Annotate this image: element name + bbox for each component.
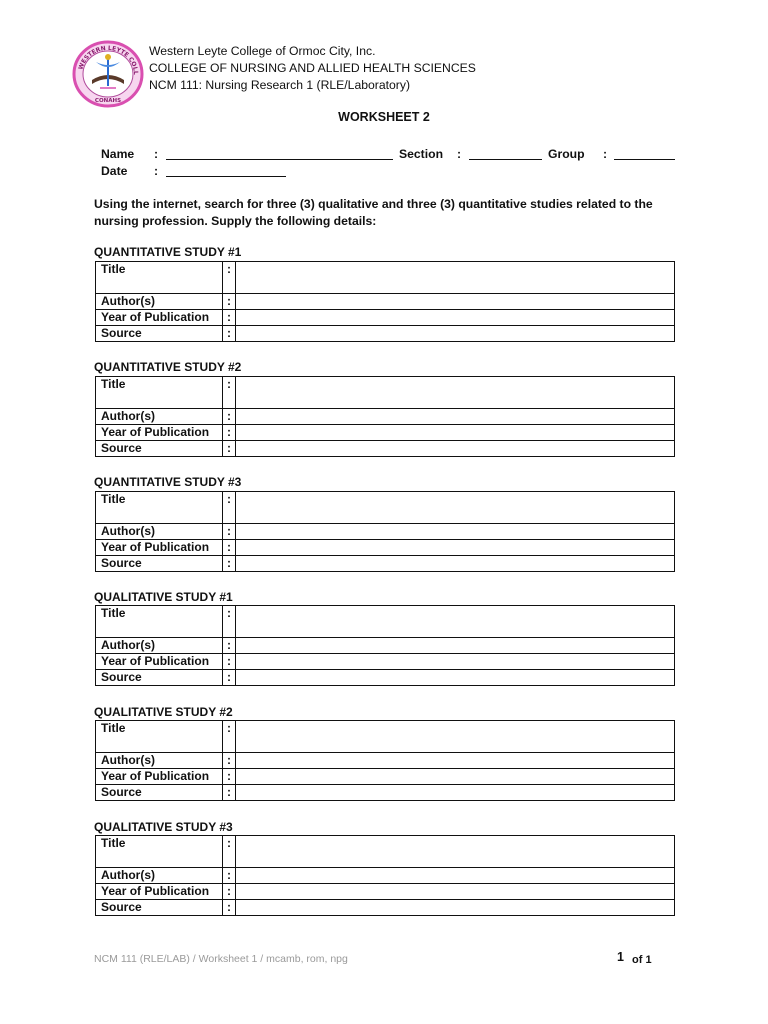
study-heading: QUANTITATIVE STUDY #1 xyxy=(94,245,242,259)
title-label: Title xyxy=(96,262,223,294)
year-label: Year of Publication xyxy=(96,540,223,556)
college-logo xyxy=(72,40,144,108)
title-label: Title xyxy=(96,836,223,868)
title-row xyxy=(96,721,675,753)
section-colon: : xyxy=(457,147,462,161)
source-answer-field[interactable] xyxy=(236,670,675,686)
authors-row xyxy=(96,409,675,425)
source-label: Source xyxy=(96,900,223,916)
title-answer-field[interactable] xyxy=(236,721,675,753)
authors-label: Author(s) xyxy=(96,868,223,884)
source-answer-field[interactable] xyxy=(236,556,675,572)
title-label: Title xyxy=(96,606,223,638)
authors-label: Author(s) xyxy=(96,524,223,540)
source-label: Source xyxy=(96,441,223,457)
colon: : xyxy=(223,753,236,769)
year-row xyxy=(96,425,675,441)
year-label: Year of Publication xyxy=(96,884,223,900)
section-field[interactable] xyxy=(469,159,542,160)
source-row xyxy=(96,326,675,342)
year-row xyxy=(96,769,675,785)
year-answer-field[interactable] xyxy=(236,654,675,670)
colon: : xyxy=(223,721,236,753)
source-label: Source xyxy=(96,326,223,342)
title-row xyxy=(96,492,675,524)
source-row xyxy=(96,670,675,686)
title-row xyxy=(96,606,675,638)
year-answer-field[interactable] xyxy=(236,540,675,556)
year-answer-field[interactable] xyxy=(236,425,675,441)
colon: : xyxy=(223,785,236,801)
instructions: Using the internet, search for three (3) qualitative and three (3) quantitative studies related to the nursing profession. Supply the following details: xyxy=(94,197,653,228)
study-table xyxy=(95,376,675,457)
source-answer-field[interactable] xyxy=(236,900,675,916)
study-heading: QUANTITATIVE STUDY #3 xyxy=(94,475,242,489)
source-answer-field[interactable] xyxy=(236,785,675,801)
group-colon: : xyxy=(603,147,608,161)
year-label: Year of Publication xyxy=(96,425,223,441)
colon: : xyxy=(223,425,236,441)
group-field[interactable] xyxy=(614,159,675,160)
study-heading: QUALITATIVE STUDY #1 xyxy=(94,590,233,604)
source-label: Source xyxy=(96,785,223,801)
source-answer-field[interactable] xyxy=(236,441,675,457)
title-row xyxy=(96,262,675,294)
source-row xyxy=(96,556,675,572)
section-label: Section xyxy=(399,147,444,161)
title-answer-field[interactable] xyxy=(236,262,675,294)
colon: : xyxy=(223,638,236,654)
authors-row xyxy=(96,868,675,884)
title-answer-field[interactable] xyxy=(236,492,675,524)
name-field[interactable] xyxy=(166,159,393,160)
colon: : xyxy=(223,377,236,409)
authors-row xyxy=(96,753,675,769)
page-number: 1 xyxy=(617,950,624,964)
study-heading: QUALITATIVE STUDY #2 xyxy=(94,705,233,719)
authors-row xyxy=(96,524,675,540)
colon: : xyxy=(223,868,236,884)
study-table xyxy=(95,720,675,801)
date-colon: : xyxy=(154,164,159,178)
name-label: Name xyxy=(101,147,135,161)
colon: : xyxy=(223,654,236,670)
colon: : xyxy=(223,540,236,556)
year-row xyxy=(96,654,675,670)
letterhead xyxy=(149,43,476,94)
logo-bottom-text: CONAHS xyxy=(94,98,122,104)
colon: : xyxy=(223,294,236,310)
group-label: Group xyxy=(548,147,585,161)
title-answer-field[interactable] xyxy=(236,606,675,638)
authors-row xyxy=(96,638,675,654)
year-answer-field[interactable] xyxy=(236,884,675,900)
title-row xyxy=(96,377,675,409)
source-label: Source xyxy=(96,670,223,686)
authors-answer-field[interactable] xyxy=(236,294,675,310)
study-table xyxy=(95,491,675,572)
authors-label: Author(s) xyxy=(96,638,223,654)
year-label: Year of Publication xyxy=(96,654,223,670)
year-answer-field[interactable] xyxy=(236,769,675,785)
colon: : xyxy=(223,524,236,540)
name-colon: : xyxy=(154,147,159,161)
colon: : xyxy=(223,769,236,785)
colon: : xyxy=(223,409,236,425)
year-label: Year of Publication xyxy=(96,769,223,785)
colon: : xyxy=(223,884,236,900)
worksheet-title: WORKSHEET 2 xyxy=(338,110,430,124)
title-row xyxy=(96,836,675,868)
source-answer-field[interactable] xyxy=(236,326,675,342)
college-name: Western Leyte College of Ormoc City, Inc. xyxy=(149,44,376,58)
title-answer-field[interactable] xyxy=(236,836,675,868)
authors-label: Author(s) xyxy=(96,753,223,769)
title-label: Title xyxy=(96,492,223,524)
colon: : xyxy=(223,670,236,686)
source-row xyxy=(96,441,675,457)
course-name: NCM 111: Nursing Research 1 (RLE/Laboratory) xyxy=(149,78,411,92)
colon: : xyxy=(223,492,236,524)
year-row xyxy=(96,540,675,556)
study-heading: QUANTITATIVE STUDY #2 xyxy=(94,360,242,374)
authors-label: Author(s) xyxy=(96,294,223,310)
colon: : xyxy=(223,556,236,572)
authors-answer-field[interactable] xyxy=(236,409,675,425)
colon: : xyxy=(223,326,236,342)
authors-label: Author(s) xyxy=(96,409,223,425)
year-row xyxy=(96,884,675,900)
study-table xyxy=(95,261,675,342)
date-label: Date xyxy=(101,164,128,178)
title-answer-field[interactable] xyxy=(236,377,675,409)
footer-text: NCM 111 (RLE/LAB) / Worksheet 1 / mcamb, rom, npg xyxy=(94,953,348,965)
year-row xyxy=(96,310,675,326)
authors-row xyxy=(96,294,675,310)
title-label: Title xyxy=(96,721,223,753)
colon: : xyxy=(223,606,236,638)
study-table xyxy=(95,835,675,916)
study-table xyxy=(95,605,675,686)
year-label: Year of Publication xyxy=(96,310,223,326)
colon: : xyxy=(223,262,236,294)
colon: : xyxy=(223,900,236,916)
authors-answer-field[interactable] xyxy=(236,638,675,654)
title-label: Title xyxy=(96,377,223,409)
source-row xyxy=(96,785,675,801)
year-answer-field[interactable] xyxy=(236,310,675,326)
colon: : xyxy=(223,836,236,868)
study-heading: QUALITATIVE STUDY #3 xyxy=(94,820,233,834)
colon: : xyxy=(223,310,236,326)
source-row xyxy=(96,900,675,916)
authors-answer-field[interactable] xyxy=(236,868,675,884)
date-field[interactable] xyxy=(166,176,286,177)
department-name: COLLEGE OF NURSING AND ALLIED HEALTH SCIENCES xyxy=(149,61,476,75)
page-of: of 1 xyxy=(632,954,652,966)
authors-answer-field[interactable] xyxy=(236,753,675,769)
authors-answer-field[interactable] xyxy=(236,524,675,540)
colon: : xyxy=(223,441,236,457)
logo-ring-text: WESTERN LEYTE COLL xyxy=(77,44,140,75)
source-label: Source xyxy=(96,556,223,572)
